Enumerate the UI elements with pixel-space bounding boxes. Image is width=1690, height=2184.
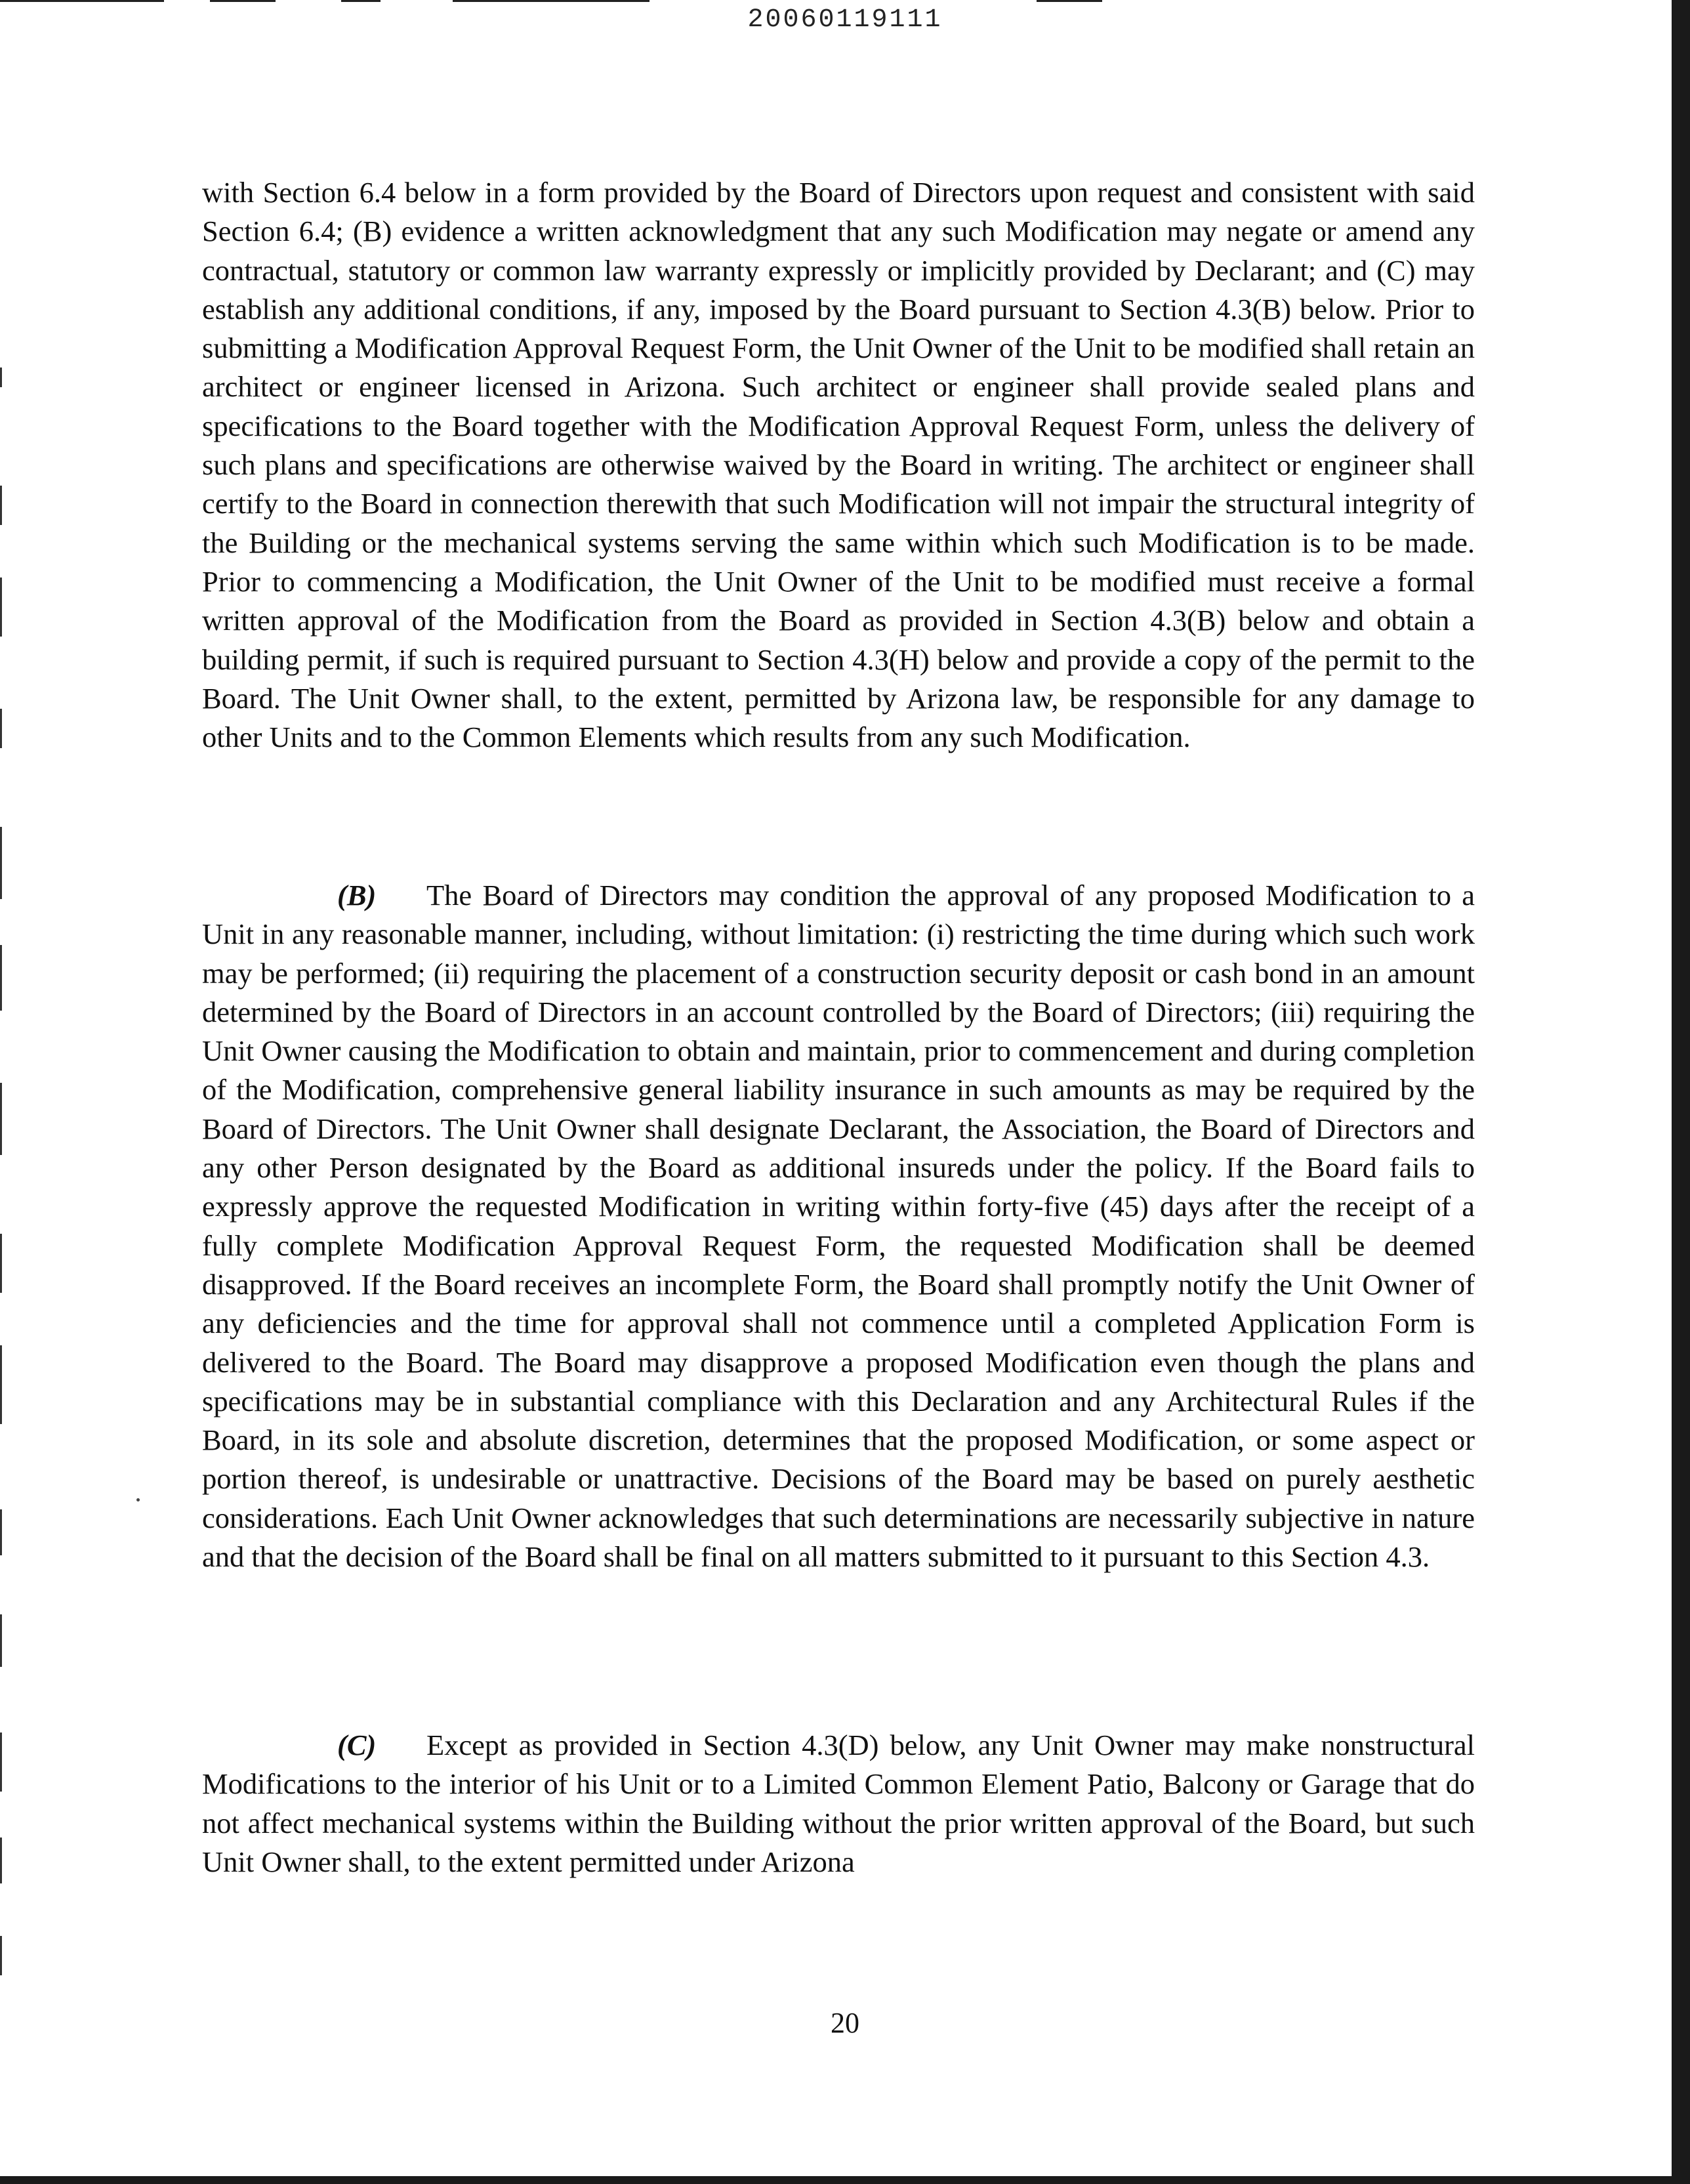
scan-left-edge-marks [0,0,3,2184]
scan-right-border [1672,0,1690,2184]
scan-speck [136,1498,140,1502]
section-marker-c: (C) [337,1729,377,1761]
paragraph-continuation [202,173,1475,757]
paragraph-text: with Section 6.4 below in a form provided by the Board of Directors upon request and consistent with said Section 6.4; (B) evidence a written acknowledgment that any such Modification may negate or amend any contractual, statutory or common law warranty expressly or implicitly provided by Declarant; and (C) may establish any additional conditions, if any, imposed by the Board pursuant to Section 4.3(B) below. Prior to submitting a Modification Approval Request Form, the Unit Owner of the Unit to be modified shall retain an architect or engineer licensed in Arizona. Such architect or engineer shall provide sealed plans and specifications to the Board together with the Modification Approval Request Form, unless the delivery of such plans and specifications are otherwise waived by the Board in writing. The architect or engineer shall certify to the Board in connection therewith that such Modification will not impair the structural integrity of the Building or the mechanical systems serving the same within which such Modification is to be made. Prior to commencing a Modification, the Unit Owner of the Unit to be modified must receive a formal written approval of the Modification from the Board as provided in Section 4.3(B) below and obtain a building permit, if such is required pursuant to Section 4.3(H) below and provide a copy of the permit to the Board. The Unit Owner shall, to the extent, permitted by Arizona law, be responsible for any damage to other Units and to the Common Elements which results from any such Modification. [202,176,1475,754]
paragraph-c [202,1726,1475,1881]
paragraph-b [202,876,1475,1576]
paragraph-text: Except as provided in Section 4.3(D) below, any Unit Owner may make nonstructural Modifications to the interior of his Unit or to a Limited Common Element Patio, Balcony or Garage that do not affect mechanical systems within the Building without the prior written approval of the Board, but such Unit Owner shall, to the extent permitted under Arizona [202,1729,1475,1878]
page-number: 20 [831,2007,859,2039]
section-marker-b: (B) [337,879,377,912]
scan-top-rules [0,0,1690,5]
paragraph-text: The Board of Directors may condition the approval of any proposed Modification to a Unit in any reasonable manner, including, without limitation: (i) restricting the time during which such work may be performed; (ii) requiring the placement of a construction security deposit or cash bond in an amount determined by the Board of Directors in an account controlled by the Board of Directors; (iii) requiring the Unit Owner causing the Modification to obtain and maintain, prior to commencement and during completion of the Modification, comprehensive general liability insurance in such amounts as may be required by the Board of Directors. The Unit Owner shall designate Declarant, the Association, the Board of Directors and any other Person designated by the Board as additional insureds under the policy. If the Board fails to expressly approve the requested Modification in writing within forty-five (45) days after the receipt of a fully complete Modification Approval Request Form, the requested Modification shall be deemed disapproved. If the Board receives an incomplete Form, the Board shall promptly notify the Unit Owner of any deficiencies and the time for approval shall not commence until a completed Application Form is delivered to the Board. The Board may disapprove a proposed Modification even though the plans and specifications may be in substantial compliance with this Declaration and any Architectural Rules if the Board, in its sole and absolute discretion, determines that the proposed Modification, or some aspect or portion thereof, is undesirable or unattractive. Decisions of the Board may be based on purely aesthetic considerations. Each Unit Owner acknowledges that such determinations are necessarily subjective in nature and that the decision of the Board shall be final on all matters submitted to it pursuant to this Section 4.3. [202,879,1475,1574]
scan-bottom-border [0,2176,1690,2184]
document-number: 20060119111 [747,5,943,35]
